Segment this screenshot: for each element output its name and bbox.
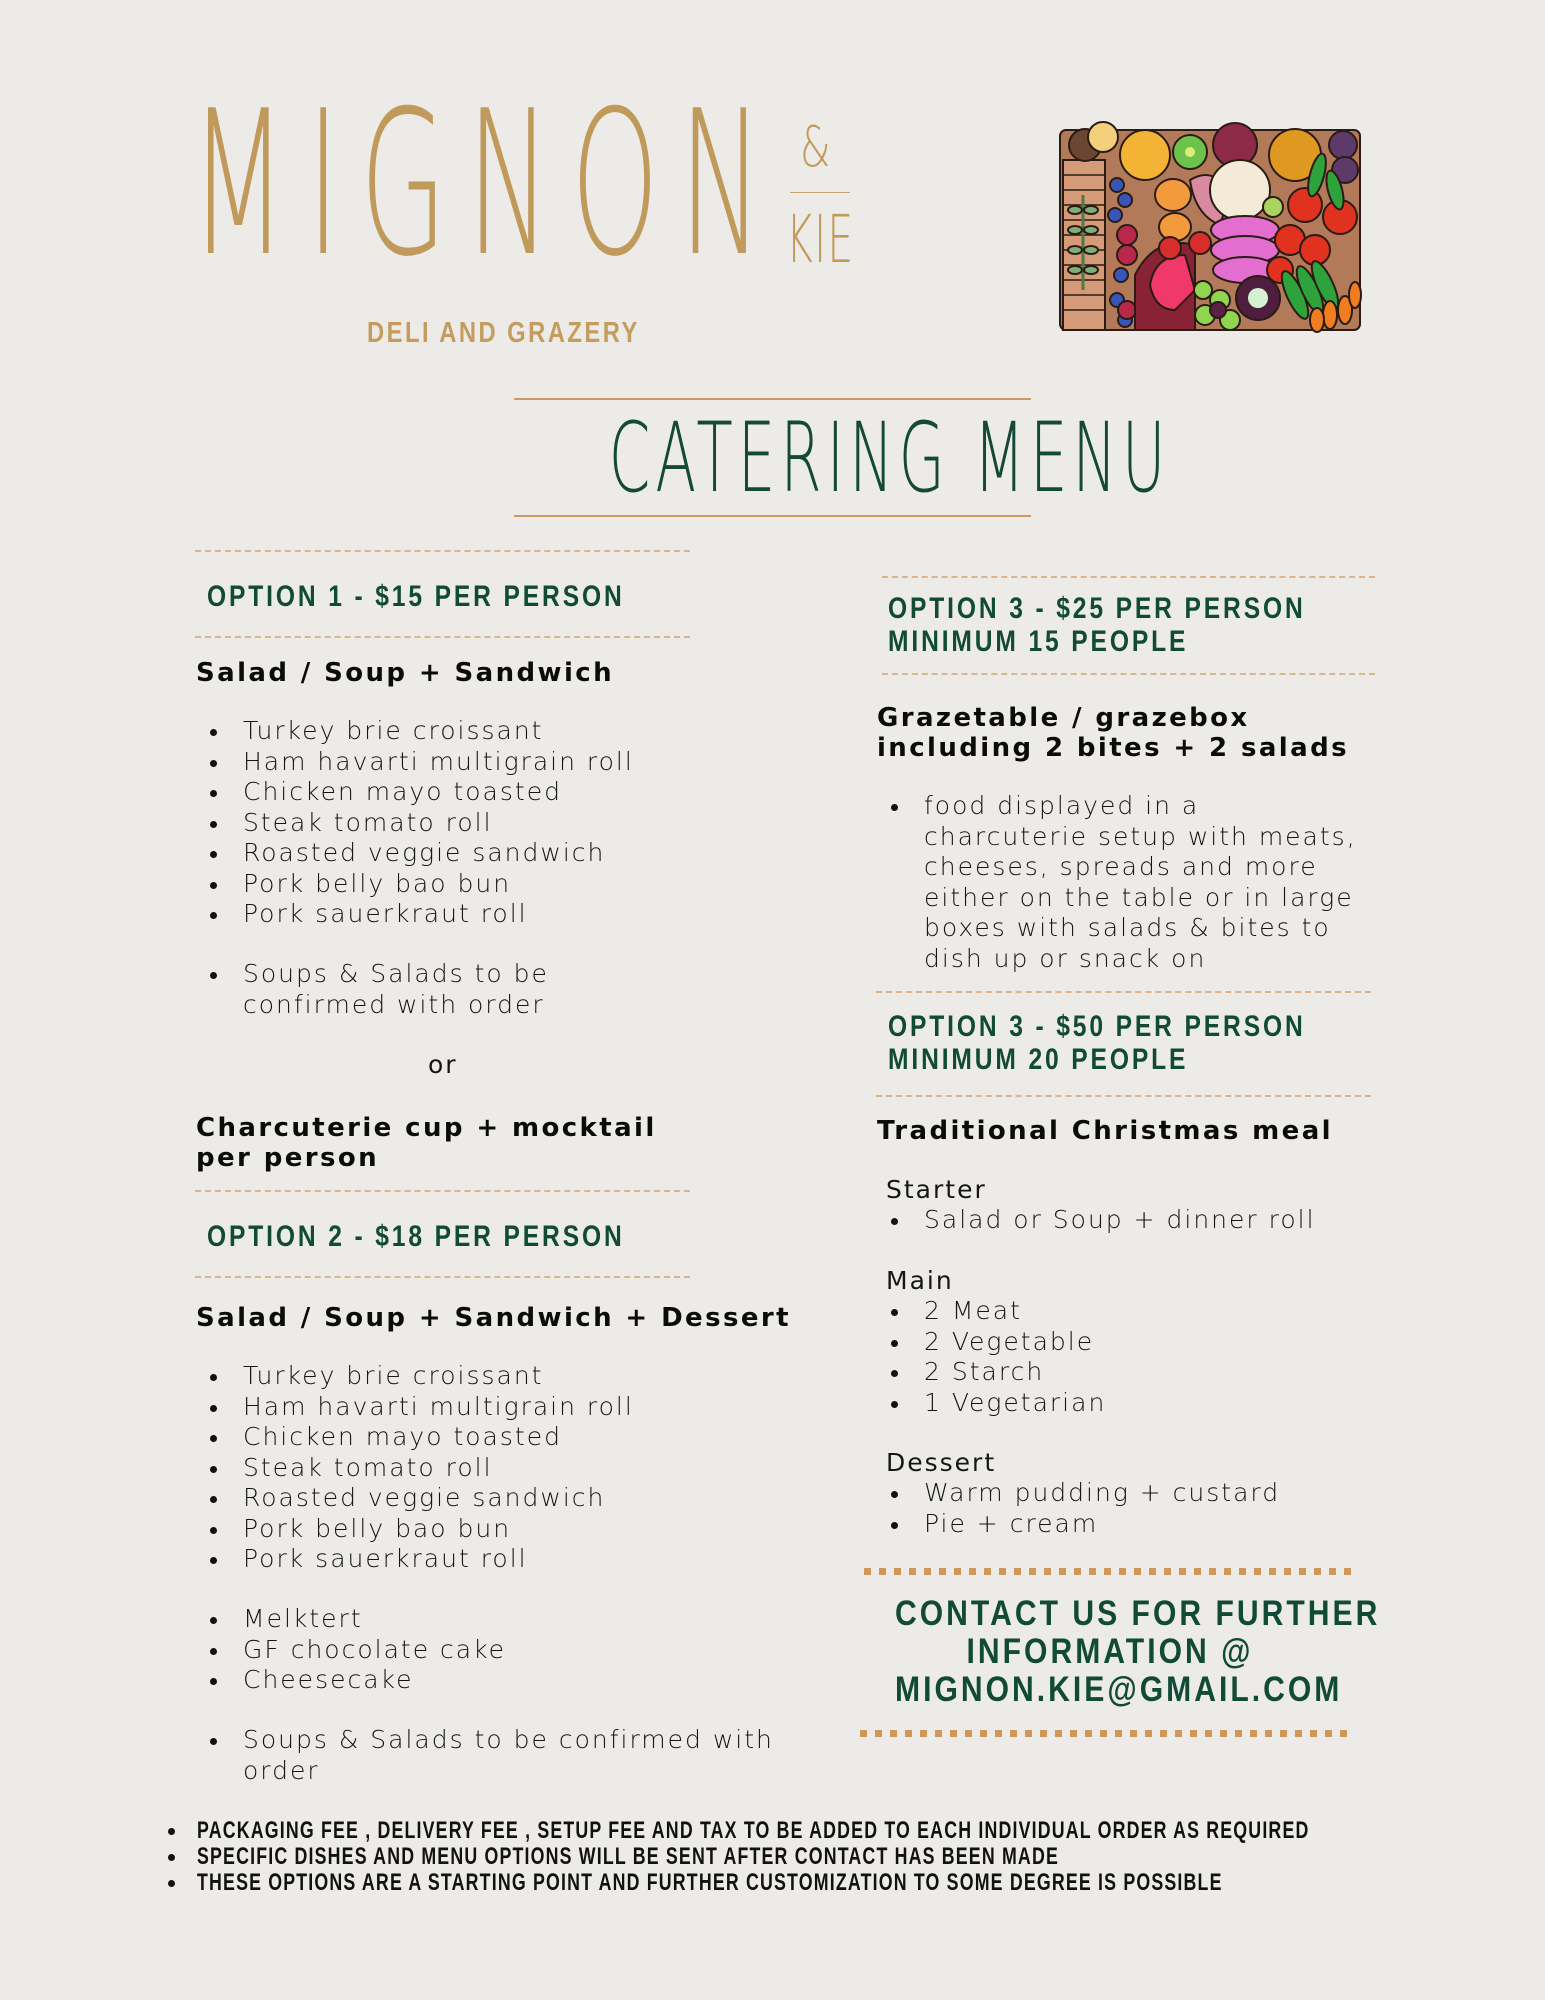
heading-line: OPTION 3 - $25 PER PERSON (888, 592, 1306, 625)
alt-line: Charcuterie cup + mocktail (196, 1113, 657, 1143)
divider (882, 576, 1375, 578)
option-1-alternative (196, 1113, 657, 1173)
dessert-label: Dessert (886, 1448, 997, 1477)
divider (195, 636, 690, 638)
divider (876, 1095, 1371, 1097)
footer-note (163, 1844, 1393, 1870)
list-item: GF chocolate cake (196, 1635, 506, 1666)
list-item: 2 Meat (877, 1296, 1106, 1327)
footer-note (163, 1870, 1393, 1896)
description-line: either on the table or in large (924, 882, 1354, 912)
list-item: Chicken mayo toasted (196, 1422, 634, 1453)
title-rule-bottom (514, 515, 1031, 517)
option-1-subheading: Salad / Soup + Sandwich (196, 658, 614, 688)
contact-line: CONTACT US FOR FURTHER (895, 1594, 1381, 1633)
option-3a-subheading (877, 703, 1349, 763)
page-title: CATERING MENU (608, 402, 1171, 514)
note-line: order (243, 1755, 320, 1785)
option-2-sandwich-list (196, 1361, 634, 1575)
list-item: Pork belly bao bun (196, 1514, 634, 1545)
note-line: Soups & Salads to be confirmed with (243, 1725, 774, 1754)
description-line: cheeses, spreads and more (924, 852, 1318, 881)
heading-line: OPTION 3 - $50 PER PERSON (888, 1010, 1306, 1043)
list-item: Melktert (196, 1604, 506, 1635)
footer-notes (163, 1818, 1393, 1896)
list-item: Cheesecake (196, 1665, 506, 1696)
note-line: Soups & Salads to be (243, 959, 549, 988)
heading-line: MINIMUM 15 PEOPLE (888, 625, 1189, 658)
starter-list (877, 1205, 1316, 1236)
divider (195, 1276, 690, 1278)
footer-note-text: THESE OPTIONS ARE A STARTING POINT AND FURTHER CUSTOMIZATION TO SOME DEGREE IS POSSIBLE (197, 1869, 1223, 1896)
option-2-note-list (196, 1725, 774, 1786)
description-line: food displayed in a (924, 791, 1200, 820)
contact-text (860, 1594, 1381, 1709)
brand-divider (790, 192, 850, 193)
list-item: Roasted veggie sandwich (196, 838, 634, 869)
or-separator: or (428, 1050, 458, 1079)
divider (882, 673, 1375, 675)
contact-line: INFORMATION @ (966, 1632, 1254, 1671)
option-1-heading: OPTION 1 - $15 PER PERSON (207, 580, 625, 613)
list-item: Turkey brie croissant (196, 716, 634, 747)
divider (195, 550, 690, 552)
list-item: Pork sauerkraut roll (196, 1544, 634, 1575)
option-3a-description (877, 791, 1357, 974)
contact-email-link[interactable]: MIGNON.KIE@GMAIL.COM (895, 1670, 1343, 1709)
list-item: Steak tomato roll (196, 1453, 634, 1484)
alt-line: per person (196, 1143, 380, 1173)
footer-note-text: SPECIFIC DISHES AND MENU OPTIONS WILL BE SENT AFTER CONTACT HAS BEEN MADE (197, 1843, 1059, 1870)
list-item: Chicken mayo toasted (196, 777, 634, 808)
brand-name: MIGNON (190, 68, 784, 301)
list-item: Pie + cream (877, 1509, 1280, 1540)
footer-note-text: PACKAGING FEE , DELIVERY FEE , SETUP FEE AND TAX TO BE ADDED TO EACH INDIVIDUAL ORDER AS REQUIRED (197, 1817, 1310, 1844)
list-item (877, 791, 1357, 974)
option-1-sandwich-list (196, 716, 634, 930)
footer-note (163, 1818, 1393, 1844)
list-item: 2 Vegetable (877, 1327, 1106, 1358)
divider (876, 991, 1371, 993)
description-line: boxes with salads & bites to (924, 913, 1331, 942)
dotted-divider-top (864, 1568, 1356, 1575)
dotted-divider-bottom (860, 1730, 1352, 1737)
option-3b-subheading: Traditional Christmas meal (877, 1116, 1333, 1146)
main-label: Main (886, 1266, 954, 1295)
note-line: confirmed with order (243, 989, 545, 1019)
list-item: Salad or Soup + dinner roll (877, 1205, 1316, 1236)
list-item: Warm pudding + custard (877, 1478, 1280, 1509)
starter-label: Starter (886, 1175, 987, 1204)
brand-tagline: DELI AND GRAZERY (367, 317, 640, 349)
heading-line: MINIMUM 20 PEOPLE (888, 1043, 1189, 1076)
option-2-subheading: Salad / Soup + Sandwich + Dessert (196, 1303, 791, 1333)
option-2-heading: OPTION 2 - $18 PER PERSON (207, 1220, 625, 1253)
list-item: Ham havarti multigrain roll (196, 747, 634, 778)
list-item: 2 Starch (877, 1357, 1106, 1388)
option-2-dessert-list (196, 1604, 506, 1696)
option-3a-heading (888, 592, 1306, 658)
main-list (877, 1296, 1106, 1418)
list-item: Pork belly bao bun (196, 869, 634, 900)
option-1-note-list (196, 959, 549, 1020)
brand-ampersand: & (800, 115, 831, 180)
description-line: charcuterie setup with meats, (924, 821, 1357, 851)
list-item (196, 959, 549, 1020)
title-rule-top (514, 398, 1031, 400)
grazing-platter-illustration (1055, 115, 1365, 340)
list-item (196, 1725, 774, 1786)
subheading-line: including 2 bites + 2 salads (877, 733, 1349, 763)
list-item: Ham havarti multigrain roll (196, 1392, 634, 1423)
subheading-line: Grazetable / grazebox (877, 703, 1250, 733)
list-item: Roasted veggie sandwich (196, 1483, 634, 1514)
divider (195, 1190, 690, 1192)
option-3b-heading (888, 1010, 1306, 1076)
list-item: Pork sauerkraut roll (196, 899, 634, 930)
list-item: 1 Vegetarian (877, 1388, 1106, 1419)
brand-suffix: KIE (786, 201, 855, 278)
list-item: Turkey brie croissant (196, 1361, 634, 1392)
list-item: Steak tomato roll (196, 808, 634, 839)
dessert-list (877, 1478, 1280, 1539)
description-line: dish up or snack on (924, 943, 1207, 973)
